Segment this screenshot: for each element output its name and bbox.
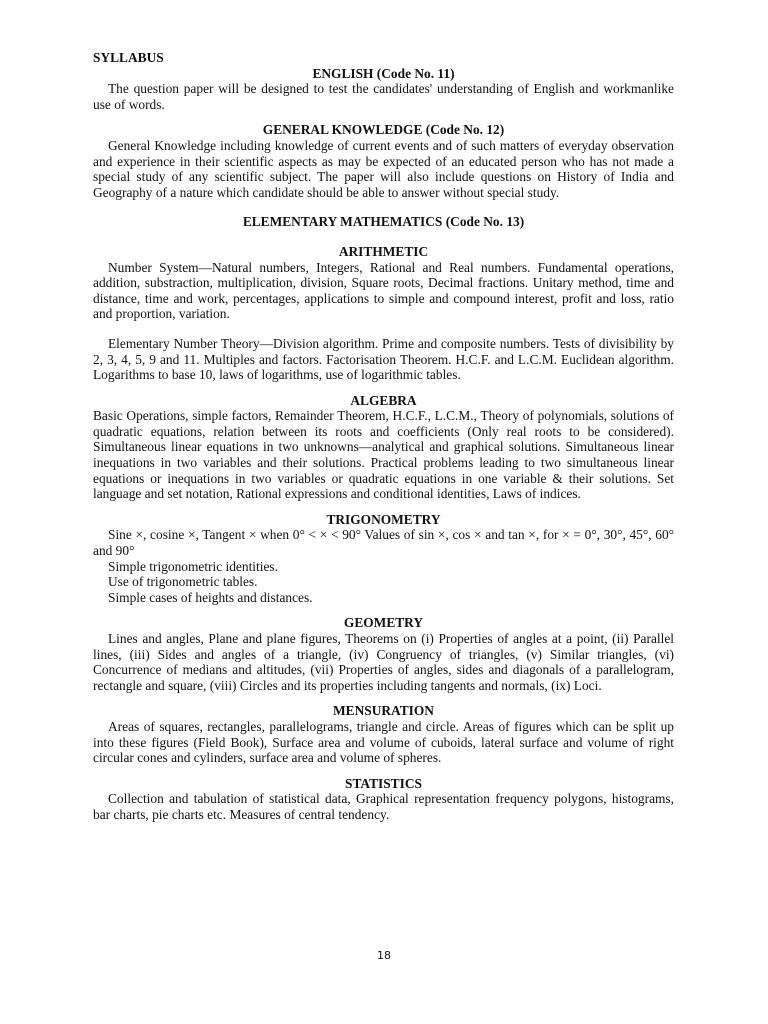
english-heading: ENGLISH (Code No. 11) [312,65,455,81]
gk-text: General Knowledge including knowledge of current events and of such matters of everyday observation and experience in their scientific aspects as may be expected of an educated person who has not made a special study of any scientific subject. The paper will also include questions on History of India and Geography of a nature which candidate should be able to answer without special study. [93,137,674,200]
syllabus-content [93,50,674,823]
mensuration-text: Areas of squares, rectangles, parallelograms, triangle and circle. Areas of figures which can be split up into these figures (Field Book), Surface area and volume of cuboids, lateral surface and volume of right circular cones and cylinders, surface area and volume of spheres. [93,718,674,766]
algebra-text: Basic Operations, simple factors, Remainder Theorem, H.C.F., L.C.M., Theory of polynomials, solutions of quadratic equations, relation between its roots and coefficients (Only real roots to be considered). Simultaneous linear equations in two unknowns—analytical and graphical solutions. Simultaneous linear inequations in two variables and their solutions. Practical problems leading to two simultaneous linear equations or inequations in two variables or quadratic equations in one variable & their solutions. Set language and set notation, Rational expressions and conditional identities, Laws of indices. [93,408,674,502]
english-text: The question paper will be designed to test the candidates' understanding of English and workmanlike use of words. [93,81,674,112]
page-number: 18 [377,949,391,962]
arithmetic-heading: ARITHMETIC [338,243,429,259]
statistics-text: Collection and tabulation of statistical data, Graphical representation frequency polygons, histograms, bar charts, pie charts etc. Measures of central tendency. [93,791,674,822]
algebra-heading: ALGEBRA [350,392,417,408]
geometry-text: Lines and angles, Plane and plane figures, Theorems on (i) Properties of angles at a point, (ii) Parallel lines, (iii) Sides and angles of a triangle, (iv) Congruency of triangles, (v) Similar triangles, (vi) Concurrence of medians and altitudes, (vii) Properties of angles, sides and diagonals of a parallelogram, rectangle and square, (viii) Circles and its properties including tangents and normals, (ix) Loci. [93,631,674,693]
geometry-heading: GEOMETRY [343,615,424,631]
trigonometry-text: Sine ×, cosine ×, Tangent × when 0° < × < 90° Values of sin ×, cos × and tan ×, for × = 0°, 30°, 45°, 60° and 90° [93,527,674,559]
page-title: SYLLABUS [93,50,164,65]
gk-heading: GENERAL KNOWLEDGE (Code No. 12) [262,122,505,138]
trigonometry-item-3: Simple cases of heights and distances. [108,589,313,605]
arithmetic-text-1: Number System—Natural numbers, Integers, Rational and Real numbers. Fundamental operations, addition, substraction, multiplication, division, Square roots, Decimal fractions. Unitary method, time and distance, time and work, percentages, applications to simple and compound interest, profit and loss, ratio and proportion, variation. [93,259,674,322]
mensuration-heading: MENSURATION [333,703,434,719]
trigonometry-heading: TRIGONOMETRY [326,511,441,527]
statistics-heading: STATISTICS [345,775,422,791]
arithmetic-text-2: Elementary Number Theory—Division algorithm. Prime and composite numbers. Tests of divisibility by 2, 3, 4, 5, 9 and 11. Multiples and factors. Factorisation Theorem. H.C.F. and L.C.M. Euclidean algorithm. Logarithms to base 10, laws of logarithms, use of logarithmic tables. [93,335,674,383]
trigonometry-item-2: Use of trigonometric tables. [108,574,258,590]
maths-heading: ELEMENTARY MATHEMATICS (Code No. 13) [242,214,525,230]
trigonometry-item-1: Simple trigonometric identities. [108,558,278,574]
